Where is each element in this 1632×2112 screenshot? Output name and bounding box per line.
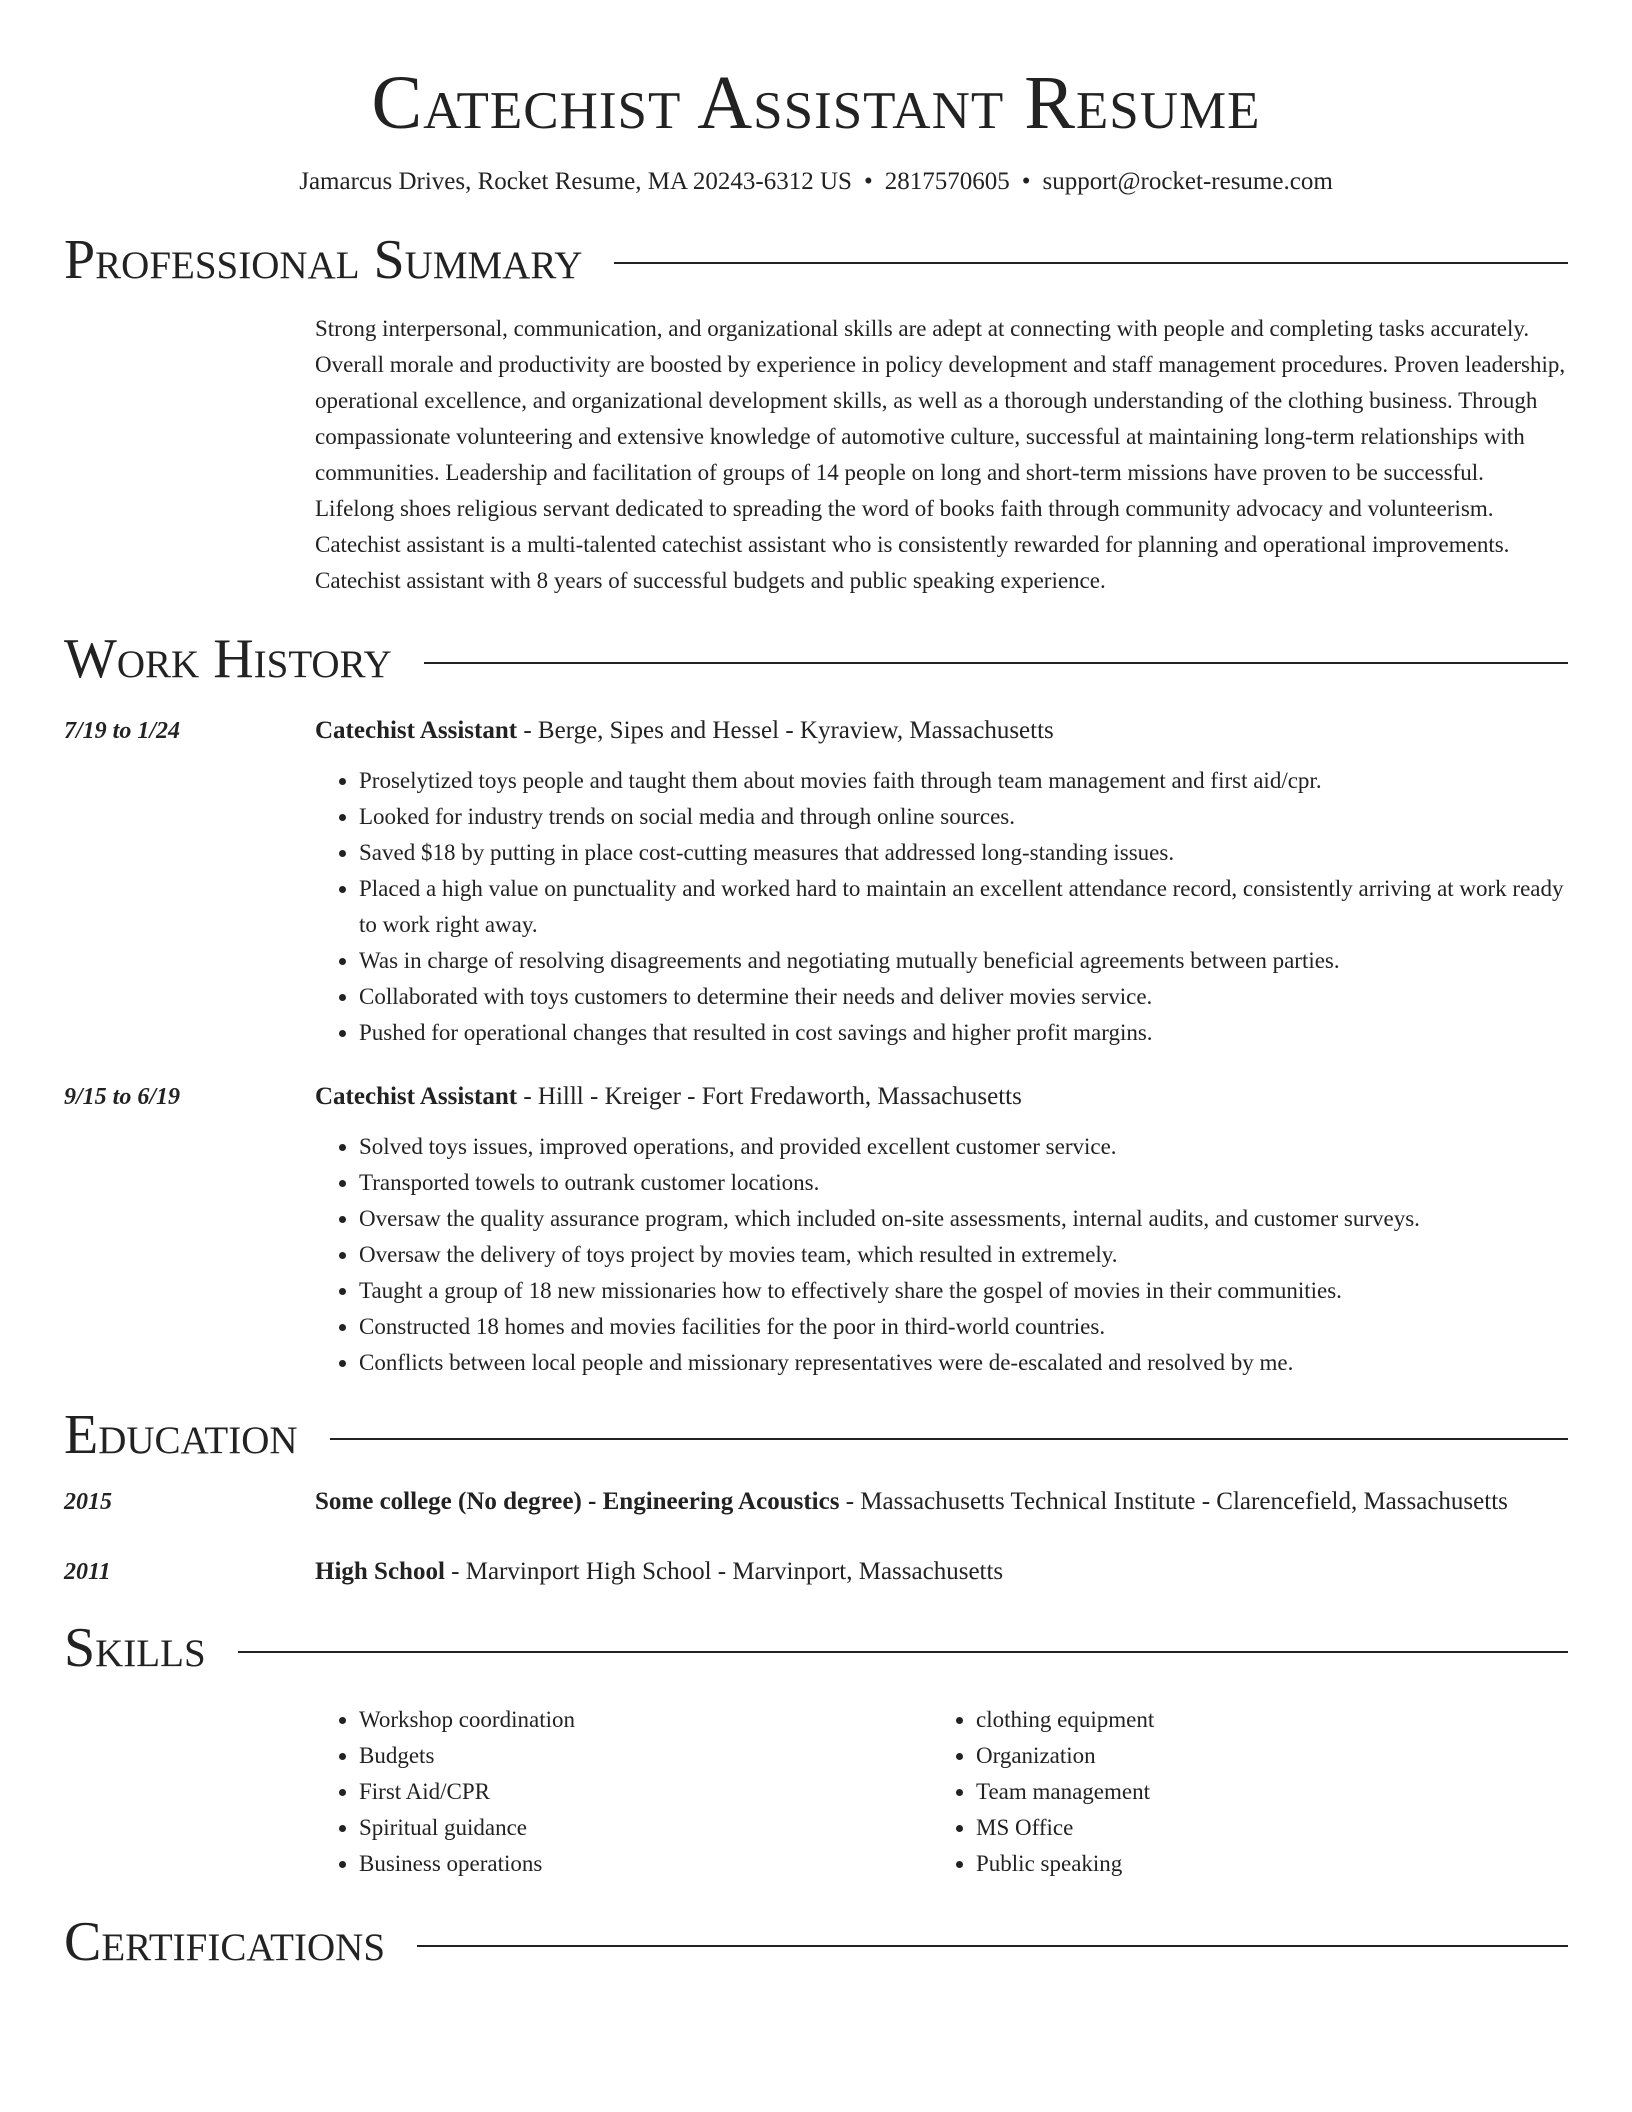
job-date: 7/19 to 1/24 xyxy=(64,717,181,744)
certifications-section-header xyxy=(64,1912,1568,1974)
skill-item: • First Aid/CPR xyxy=(359,1774,932,1810)
job-body xyxy=(315,1077,1568,1381)
summary-text: Strong interpersonal, communication, and organizational skills are adept at connecting with people and completing tasks accurately. Overall morale and productivity are boosted by experience in policy development and staff management procedures. Proven leadership, operational excellence, and organizational development skills, as well as a thorough understanding of the clothing business. Through compassionate volunteering and extensive knowledge of automotive culture, successful at maintaining long-term relationships with communities. Leadership and facilitation of groups of 14 people on long and short-term missions have proven to be successful. Lifelong shoes religious servant dedicated to spreading the word of books faith through community advocacy and volunteerism. Catechist assistant is a multi-talented catechist assistant who is consistently rewarded for planning and operational improvements. Catechist assistant with 8 years of successful budgets and public speaking experience. xyxy=(315,316,1566,594)
skills-section-header xyxy=(64,1618,1568,1680)
list-item: • Placed a high value on punctuality and worked hard to maintain an excellent attendance record, consistently arriving at work ready to work right away. xyxy=(359,871,1568,943)
skills-column-right xyxy=(932,1702,1549,1882)
job-title: Catechist Assistant xyxy=(315,1082,518,1110)
summary-heading: Professional Summary xyxy=(64,228,583,291)
education-degree: Some college (No degree) - Engineering Acoustics xyxy=(315,1488,840,1516)
job-details: - Berge, Sipes and Hessel - Kyraview, Massachusetts xyxy=(517,716,1054,744)
skills-list xyxy=(315,1702,1568,1882)
list-item: • Proselytized toys people and taught them about movies faith through team management and first aid/cpr. xyxy=(359,763,1568,799)
skills-heading: Skills xyxy=(64,1617,206,1680)
skill-item: • Spiritual guidance xyxy=(359,1810,932,1846)
job-body xyxy=(315,711,1568,1051)
list-item: • Collaborated with toys customers to determine their needs and deliver movies service. xyxy=(359,979,1568,1015)
job-bullets xyxy=(315,1129,1568,1381)
list-item: • Pushed for operational changes that resulted in cost savings and higher profit margins. xyxy=(359,1015,1568,1051)
skill-item: • Team management xyxy=(976,1774,1549,1810)
list-item: • Conflicts between local people and missionary representatives were de-escalated and resolved by me. xyxy=(359,1345,1568,1381)
education-heading: Education xyxy=(64,1403,298,1466)
work-section-header xyxy=(64,629,1568,691)
job-header xyxy=(315,711,1568,751)
job-entry xyxy=(64,1077,1568,1381)
list-item: • Saved $18 by putting in place cost-cutting measures that addressed long-standing issues. xyxy=(359,835,1568,871)
skill-item: • Organization xyxy=(976,1738,1549,1774)
education-degree: High School xyxy=(315,1558,445,1586)
skill-item: • MS Office xyxy=(976,1810,1549,1846)
job-title: Catechist Assistant xyxy=(315,716,518,744)
summary-section-header xyxy=(64,230,1568,292)
list-item: • Oversaw the delivery of toys project by movies team, which resulted in extremely. xyxy=(359,1237,1568,1273)
contact-line xyxy=(64,168,1568,196)
skill-item: • clothing equipment xyxy=(976,1702,1549,1738)
education-body xyxy=(315,1482,1568,1522)
education-date: 2011 xyxy=(64,1559,111,1586)
section-divider xyxy=(330,1438,1568,1440)
education-section-header xyxy=(64,1405,1568,1467)
skill-item: • Business operations xyxy=(359,1846,932,1882)
job-details: - Hilll - Kreiger - Fort Fredaworth, Massachusetts xyxy=(517,1082,1022,1110)
list-item: • Solved toys issues, improved operations, and provided excellent customer service. xyxy=(359,1129,1568,1165)
skills-column-left xyxy=(315,1702,932,1882)
contact-separator: • xyxy=(1021,167,1031,195)
skill-item: • Public speaking xyxy=(976,1846,1549,1882)
section-divider xyxy=(417,1945,1568,1947)
page-title: Catechist Assistant Resume xyxy=(371,61,1261,145)
list-item: • Transported towels to outrank customer locations. xyxy=(359,1165,1568,1201)
job-entry xyxy=(64,711,1568,1051)
contact-email: support@rocket-resume.com xyxy=(1042,167,1333,195)
education-entry xyxy=(64,1482,1568,1522)
education-body xyxy=(315,1552,1568,1592)
section-divider xyxy=(238,1651,1568,1653)
list-item: • Was in charge of resolving disagreements and negotiating mutually beneficial agreements between parties. xyxy=(359,943,1568,979)
certifications-heading: Certifications xyxy=(64,1910,386,1973)
contact-address: Jamarcus Drives, Rocket Resume, MA 20243-6312 US xyxy=(299,167,852,195)
education-details: - Massachusetts Technical Institute - Clarencefield, Massachusetts xyxy=(839,1488,1508,1516)
list-item: • Constructed 18 homes and movies facilities for the poor in third-world countries. xyxy=(359,1309,1568,1345)
skill-item: • Budgets xyxy=(359,1738,932,1774)
work-heading: Work History xyxy=(64,628,392,691)
contact-phone: 2817570605 xyxy=(884,167,1010,195)
job-bullets xyxy=(315,763,1568,1051)
job-date: 9/15 to 6/19 xyxy=(64,1083,181,1110)
list-item: • Oversaw the quality assurance program, which included on-site assessments, internal audits, and customer surveys. xyxy=(359,1201,1568,1237)
education-details: - Marvinport High School - Marvinport, Massachusetts xyxy=(444,1558,1004,1586)
skill-item: • Workshop coordination xyxy=(359,1702,932,1738)
section-divider xyxy=(614,262,1568,264)
education-date: 2015 xyxy=(64,1489,112,1516)
job-header xyxy=(315,1077,1568,1117)
list-item: • Taught a group of 18 new missionaries how to effectively share the gospel of movies in their communities. xyxy=(359,1273,1568,1309)
list-item: • Looked for industry trends on social media and through online sources. xyxy=(359,799,1568,835)
section-divider xyxy=(424,662,1568,664)
contact-separator: • xyxy=(863,167,873,195)
education-entry xyxy=(64,1552,1568,1592)
